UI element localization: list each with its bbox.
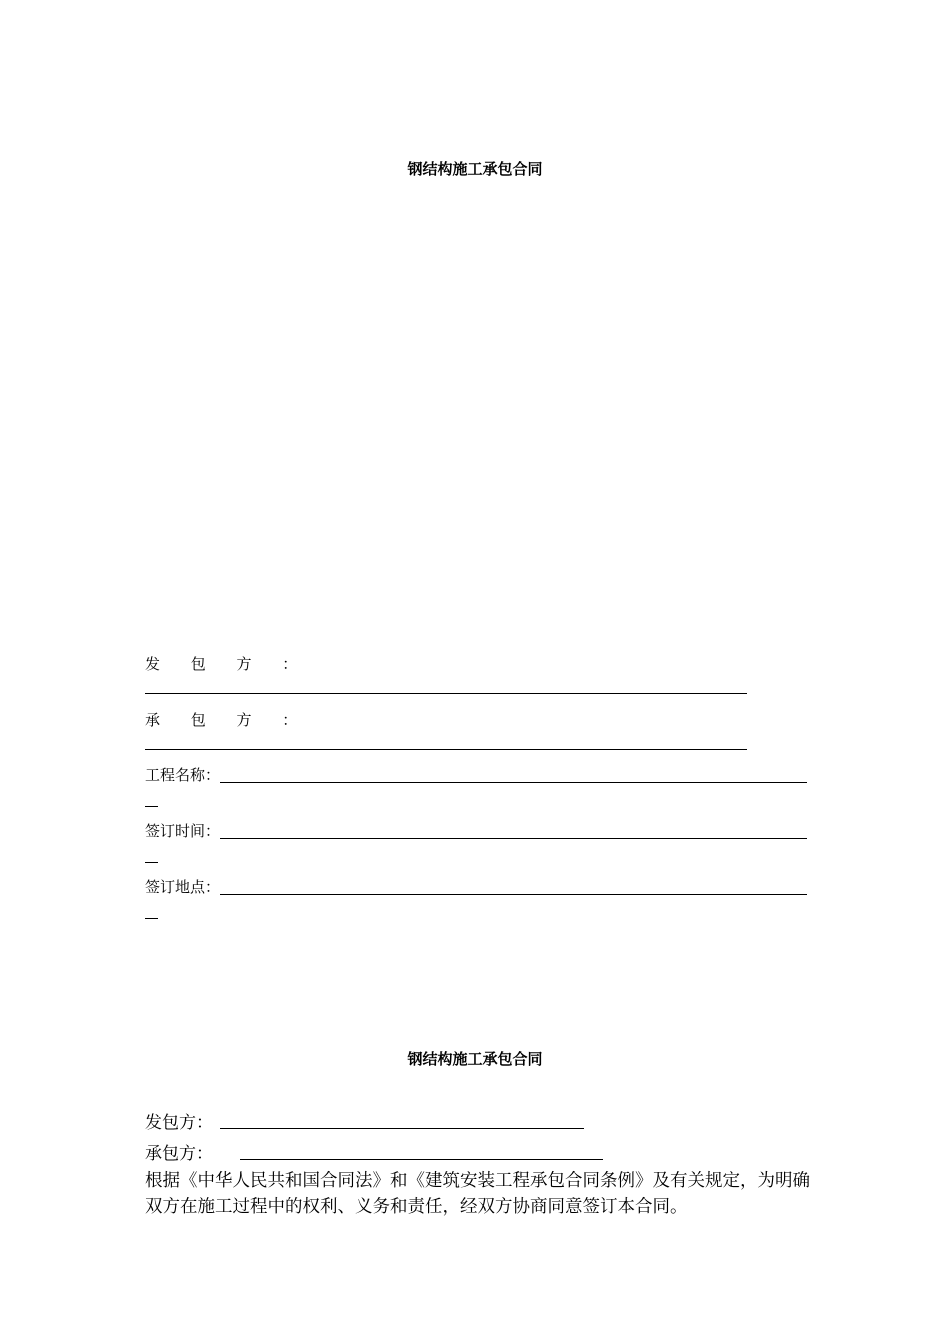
cover-project-name-label: 工程名称：: [145, 766, 221, 784]
cover-signing-time-line: [220, 838, 807, 839]
cover-contractor-label: 承 包 方 ：: [145, 711, 311, 729]
contract-employer-label: 发包方：: [145, 1113, 213, 1133]
cover-signing-place-label: 签订地点：: [145, 878, 221, 896]
cover-project-name-line: [220, 782, 807, 783]
contract-contractor-label: 承包方：: [145, 1144, 213, 1164]
cover-contractor-line: [145, 749, 747, 750]
cover-signing-place-line-wrap: [145, 918, 158, 919]
cover-title: 钢结构施工承包合同: [407, 160, 543, 178]
contract-title: 钢结构施工承包合同: [407, 1050, 543, 1068]
cover-employer-label: 发 包 方 ：: [145, 655, 311, 673]
contract-preamble: 根据《中华人民共和国合同法》和《建筑安装工程承包合同条例》及有关规定，为明确双方在施工过程中的权利、义务和责任，经双方协商同意签订本合同。: [145, 1171, 810, 1217]
cover-signing-time-label: 签订时间：: [145, 822, 221, 840]
cover-signing-time-line-wrap: [145, 862, 158, 863]
cover-employer-line: [145, 693, 747, 694]
contract-employer-line: [220, 1128, 584, 1129]
cover-signing-place-line: [220, 894, 807, 895]
contract-contractor-line: [240, 1159, 603, 1160]
cover-project-name-line-wrap: [145, 806, 158, 807]
